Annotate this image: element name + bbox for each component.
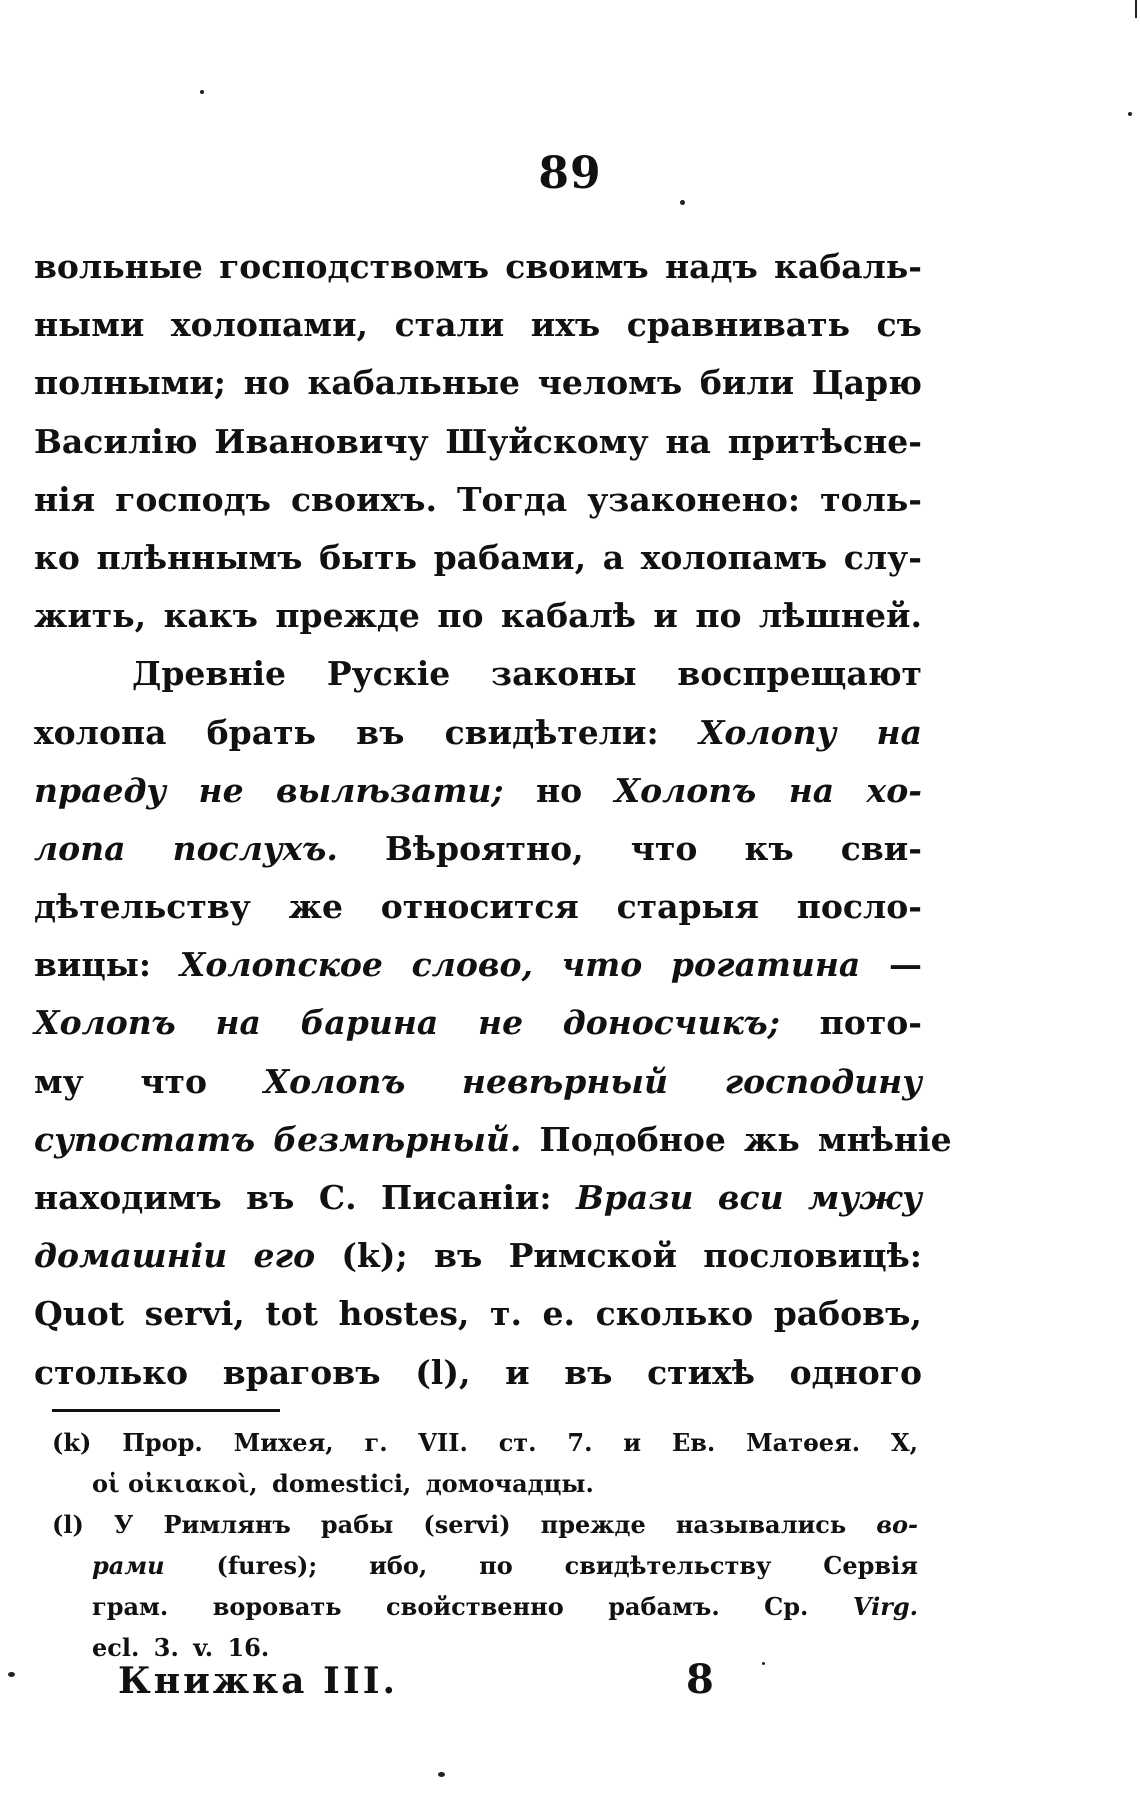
body-word: домашніи bbox=[34, 1236, 228, 1276]
body-word: С. bbox=[318, 1178, 357, 1217]
body-line bbox=[34, 1285, 922, 1343]
footnote-word: Ев. bbox=[671, 1428, 716, 1457]
footnote-word: Михея, bbox=[233, 1428, 334, 1457]
body-word: свидѣтели: bbox=[444, 712, 659, 752]
footnote-word: Сервія bbox=[823, 1551, 918, 1580]
body-word: лопа bbox=[34, 828, 126, 868]
body-line bbox=[34, 1169, 922, 1227]
body-line bbox=[34, 471, 922, 529]
body-word: своихъ. bbox=[290, 479, 437, 519]
body-line bbox=[34, 529, 922, 587]
footnote-word: οἱ οἰκιακοὶ, bbox=[92, 1469, 258, 1498]
body-word: му bbox=[34, 1061, 84, 1101]
body-word: плѣннымъ bbox=[96, 537, 303, 577]
body-word: невѣрный bbox=[461, 1061, 668, 1101]
body-word: Холопское bbox=[179, 945, 383, 985]
footnote-word: г. bbox=[364, 1428, 388, 1457]
body-word: въ bbox=[246, 1178, 295, 1217]
body-line bbox=[34, 1227, 922, 1285]
print-speck bbox=[200, 90, 204, 94]
body-word: hostes, bbox=[338, 1294, 470, 1334]
body-word: но bbox=[243, 363, 290, 403]
body-word: господствомъ bbox=[219, 247, 490, 286]
body-word: сравнивать bbox=[626, 305, 850, 345]
body-word: на bbox=[876, 712, 922, 752]
body-word: что bbox=[561, 945, 643, 985]
footnote-word: X, bbox=[890, 1428, 918, 1457]
body-word: кабалѣ bbox=[500, 596, 636, 636]
footnote-word: назывались bbox=[675, 1510, 847, 1539]
body-word: на bbox=[665, 421, 711, 461]
print-speck bbox=[438, 1772, 445, 1777]
body-word: старыя bbox=[616, 887, 760, 927]
footnote-word: ст. bbox=[498, 1428, 537, 1457]
body-word: (l), bbox=[415, 1352, 471, 1392]
body-word: сви- bbox=[840, 828, 922, 868]
body-word: Подобное bbox=[539, 1119, 726, 1159]
body-word: пословицѣ: bbox=[703, 1236, 922, 1276]
page-number: 89 bbox=[538, 148, 602, 199]
body-word: Холопъ bbox=[263, 1061, 406, 1101]
footnote-line bbox=[52, 1463, 918, 1504]
body-line bbox=[34, 1344, 922, 1402]
body-word: Писаніи: bbox=[381, 1178, 552, 1217]
footnote-word: Virg. bbox=[852, 1592, 918, 1621]
body-word: холопамъ bbox=[640, 537, 828, 577]
print-speck bbox=[1128, 112, 1132, 116]
footnote-word: во- bbox=[876, 1510, 918, 1539]
body-line bbox=[34, 413, 922, 471]
footnote-line bbox=[52, 1504, 918, 1545]
body-word: вольные bbox=[34, 247, 203, 286]
body-word: Холопъ bbox=[614, 770, 757, 810]
footnote-word: v. bbox=[193, 1633, 214, 1662]
body-word: Quot bbox=[34, 1294, 124, 1334]
body-word: по bbox=[437, 596, 484, 636]
body-word: ными bbox=[34, 305, 145, 345]
body-word: дѣтельству bbox=[34, 887, 251, 927]
footnote-word: свидѣтельству bbox=[564, 1551, 772, 1580]
body-word: Холопъ bbox=[34, 1003, 176, 1043]
body-line bbox=[34, 878, 922, 936]
body-word: какъ bbox=[163, 596, 258, 636]
body-word: вси bbox=[717, 1178, 784, 1217]
footnote-word: (l) bbox=[52, 1510, 84, 1539]
body-line bbox=[34, 1111, 952, 1169]
footnote-word: У bbox=[113, 1510, 134, 1539]
body-line bbox=[34, 296, 922, 354]
body-word: послухъ. bbox=[172, 828, 338, 868]
body-word: — bbox=[888, 945, 922, 985]
body-word: враговъ bbox=[222, 1352, 381, 1392]
body-word: прежде bbox=[275, 596, 420, 636]
body-word: хо- bbox=[866, 770, 922, 810]
body-word: Римской bbox=[508, 1236, 677, 1276]
body-line bbox=[34, 238, 922, 296]
body-word: холопами, bbox=[170, 305, 369, 345]
body-word: своимъ bbox=[505, 247, 649, 286]
page-edge-mark bbox=[1135, 0, 1137, 18]
body-word: челомъ bbox=[537, 363, 683, 403]
body-word: къ bbox=[744, 828, 794, 868]
signature-number: 8 bbox=[686, 1656, 714, 1703]
body-line bbox=[34, 587, 922, 645]
body-word: сколько bbox=[595, 1294, 754, 1334]
body-word: кабальные bbox=[307, 363, 521, 403]
footnote-word: Римлянъ bbox=[163, 1510, 291, 1539]
body-word: господину bbox=[724, 1061, 922, 1101]
body-word: супостатъ bbox=[34, 1119, 256, 1159]
body-word: Холопу bbox=[698, 712, 837, 752]
body-word: что bbox=[140, 1061, 207, 1101]
body-word: быть bbox=[319, 537, 417, 577]
body-line bbox=[34, 1053, 922, 1111]
footnote-word: ecl. bbox=[92, 1633, 140, 1662]
print-speck bbox=[8, 1672, 15, 1677]
footnote-word: Прор. bbox=[122, 1428, 203, 1457]
body-word: вылѣзати; bbox=[275, 770, 504, 810]
body-word: пото- bbox=[819, 1003, 922, 1043]
body-word: на bbox=[215, 1003, 261, 1043]
body-word: стали bbox=[394, 305, 505, 345]
body-word: брать bbox=[206, 712, 316, 752]
footnote-word: грам. bbox=[92, 1592, 169, 1621]
footnote-line bbox=[52, 1586, 918, 1627]
body-word: холопа bbox=[34, 712, 167, 752]
body-word: а bbox=[602, 537, 625, 577]
print-speck bbox=[680, 200, 685, 205]
footnote-divider bbox=[52, 1409, 280, 1412]
body-word: т. bbox=[490, 1294, 522, 1334]
footnote-word: и bbox=[623, 1428, 642, 1457]
body-word: по bbox=[695, 596, 742, 636]
body-word: рабовъ, bbox=[773, 1294, 922, 1334]
body-word: ихъ bbox=[530, 305, 601, 345]
body-word: Древніе bbox=[132, 654, 287, 694]
body-word: толь- bbox=[820, 479, 922, 519]
body-word: полными; bbox=[34, 363, 226, 403]
footnote-word: Ср. bbox=[764, 1592, 809, 1621]
body-word: его bbox=[253, 1236, 316, 1276]
body-word: господъ bbox=[115, 479, 271, 519]
body-word: е. bbox=[542, 1294, 576, 1334]
body-word: одного bbox=[789, 1352, 922, 1392]
body-word: посло- bbox=[796, 887, 922, 927]
main-text bbox=[34, 238, 952, 1402]
body-word: съ bbox=[876, 305, 922, 345]
footnote-word: рабы bbox=[320, 1510, 394, 1539]
body-word: Василію bbox=[34, 421, 198, 461]
body-word: въ bbox=[564, 1352, 613, 1392]
body-line bbox=[34, 994, 922, 1052]
body-word: Ивановичу bbox=[214, 421, 429, 461]
footnote-word: ибо, bbox=[369, 1551, 428, 1580]
body-word: столько bbox=[34, 1352, 189, 1392]
footnote-word: (servi) bbox=[423, 1510, 511, 1539]
footnote-word: Матѳея. bbox=[746, 1428, 861, 1457]
footnote-word: воровать bbox=[212, 1592, 342, 1621]
footnote-word: по bbox=[479, 1551, 513, 1580]
body-line bbox=[34, 354, 922, 412]
body-word: жить, bbox=[34, 596, 147, 636]
body-word: мужу bbox=[808, 1178, 922, 1217]
body-line bbox=[34, 936, 922, 994]
body-word: жь bbox=[744, 1119, 800, 1159]
footnote-word: свойственно bbox=[386, 1592, 564, 1621]
body-word: лѣшней. bbox=[758, 596, 922, 636]
body-word: ко bbox=[34, 537, 80, 577]
body-line bbox=[34, 762, 922, 820]
footnote-word: (k) bbox=[52, 1428, 92, 1457]
body-word: рабами, bbox=[433, 537, 587, 577]
body-line bbox=[34, 820, 922, 878]
footnote-word: VII. bbox=[418, 1428, 468, 1457]
footnote-word: рами bbox=[92, 1551, 165, 1580]
body-word: и bbox=[505, 1352, 530, 1392]
body-word: въ bbox=[356, 712, 405, 752]
body-word: стихѣ bbox=[647, 1352, 755, 1392]
body-word: (k); bbox=[341, 1236, 408, 1276]
body-line bbox=[34, 645, 922, 703]
body-word: били bbox=[699, 363, 795, 403]
footnote-word: домочадцы. bbox=[425, 1469, 594, 1498]
footnote-line bbox=[52, 1422, 918, 1463]
body-word: узаконено: bbox=[587, 479, 801, 519]
body-word: не bbox=[198, 770, 244, 810]
print-speck bbox=[762, 1662, 765, 1665]
body-word: Рускіе bbox=[326, 654, 451, 694]
body-word: мнѣніе bbox=[817, 1119, 952, 1159]
body-word: въ bbox=[434, 1236, 483, 1276]
body-word: относится bbox=[380, 887, 579, 927]
body-word: но bbox=[535, 770, 583, 810]
body-word: servi, bbox=[144, 1294, 245, 1334]
body-word: притѣсне- bbox=[727, 421, 922, 461]
body-word: слу- bbox=[843, 537, 922, 577]
body-word: надъ bbox=[664, 247, 758, 286]
body-word: что bbox=[630, 828, 698, 868]
footnote-word: 3. bbox=[153, 1633, 179, 1662]
body-word: не bbox=[478, 1003, 524, 1043]
signature-mark: Книжка III. bbox=[118, 1660, 399, 1702]
body-word: законы bbox=[491, 654, 637, 694]
body-word: рогатина bbox=[670, 945, 861, 985]
body-word: нія bbox=[34, 479, 96, 519]
body-word: на bbox=[788, 770, 835, 810]
body-word: tot bbox=[265, 1294, 318, 1334]
body-word: вицы: bbox=[34, 945, 152, 985]
body-word: Царю bbox=[811, 363, 922, 403]
body-word: Врази bbox=[575, 1178, 694, 1217]
footnote-word: 7. bbox=[567, 1428, 593, 1457]
body-word: и bbox=[653, 596, 678, 636]
body-word: безмѣрный. bbox=[273, 1119, 522, 1159]
footnotes bbox=[52, 1422, 918, 1668]
body-word: Тогда bbox=[456, 479, 568, 519]
body-word: доносчикъ; bbox=[562, 1003, 780, 1043]
footnote-word: domestici, bbox=[272, 1469, 412, 1498]
body-word: воспрещают bbox=[677, 654, 922, 694]
body-word: же bbox=[288, 887, 343, 927]
footnote-line bbox=[52, 1545, 918, 1586]
footnote-word: прежде bbox=[540, 1510, 646, 1539]
body-word: кабаль- bbox=[774, 247, 922, 286]
body-word: Шуйскому bbox=[445, 421, 649, 461]
footnote-word: (fures); bbox=[216, 1551, 318, 1580]
body-word: барина bbox=[300, 1003, 439, 1043]
body-word: Вѣроятно, bbox=[384, 828, 584, 868]
body-word: слово, bbox=[411, 945, 534, 985]
body-line bbox=[34, 704, 922, 762]
footnote-word: рабамъ. bbox=[608, 1592, 720, 1621]
body-word: праеду bbox=[34, 770, 167, 810]
body-word: находимъ bbox=[34, 1178, 222, 1217]
footnote-word: 16. bbox=[227, 1633, 270, 1662]
